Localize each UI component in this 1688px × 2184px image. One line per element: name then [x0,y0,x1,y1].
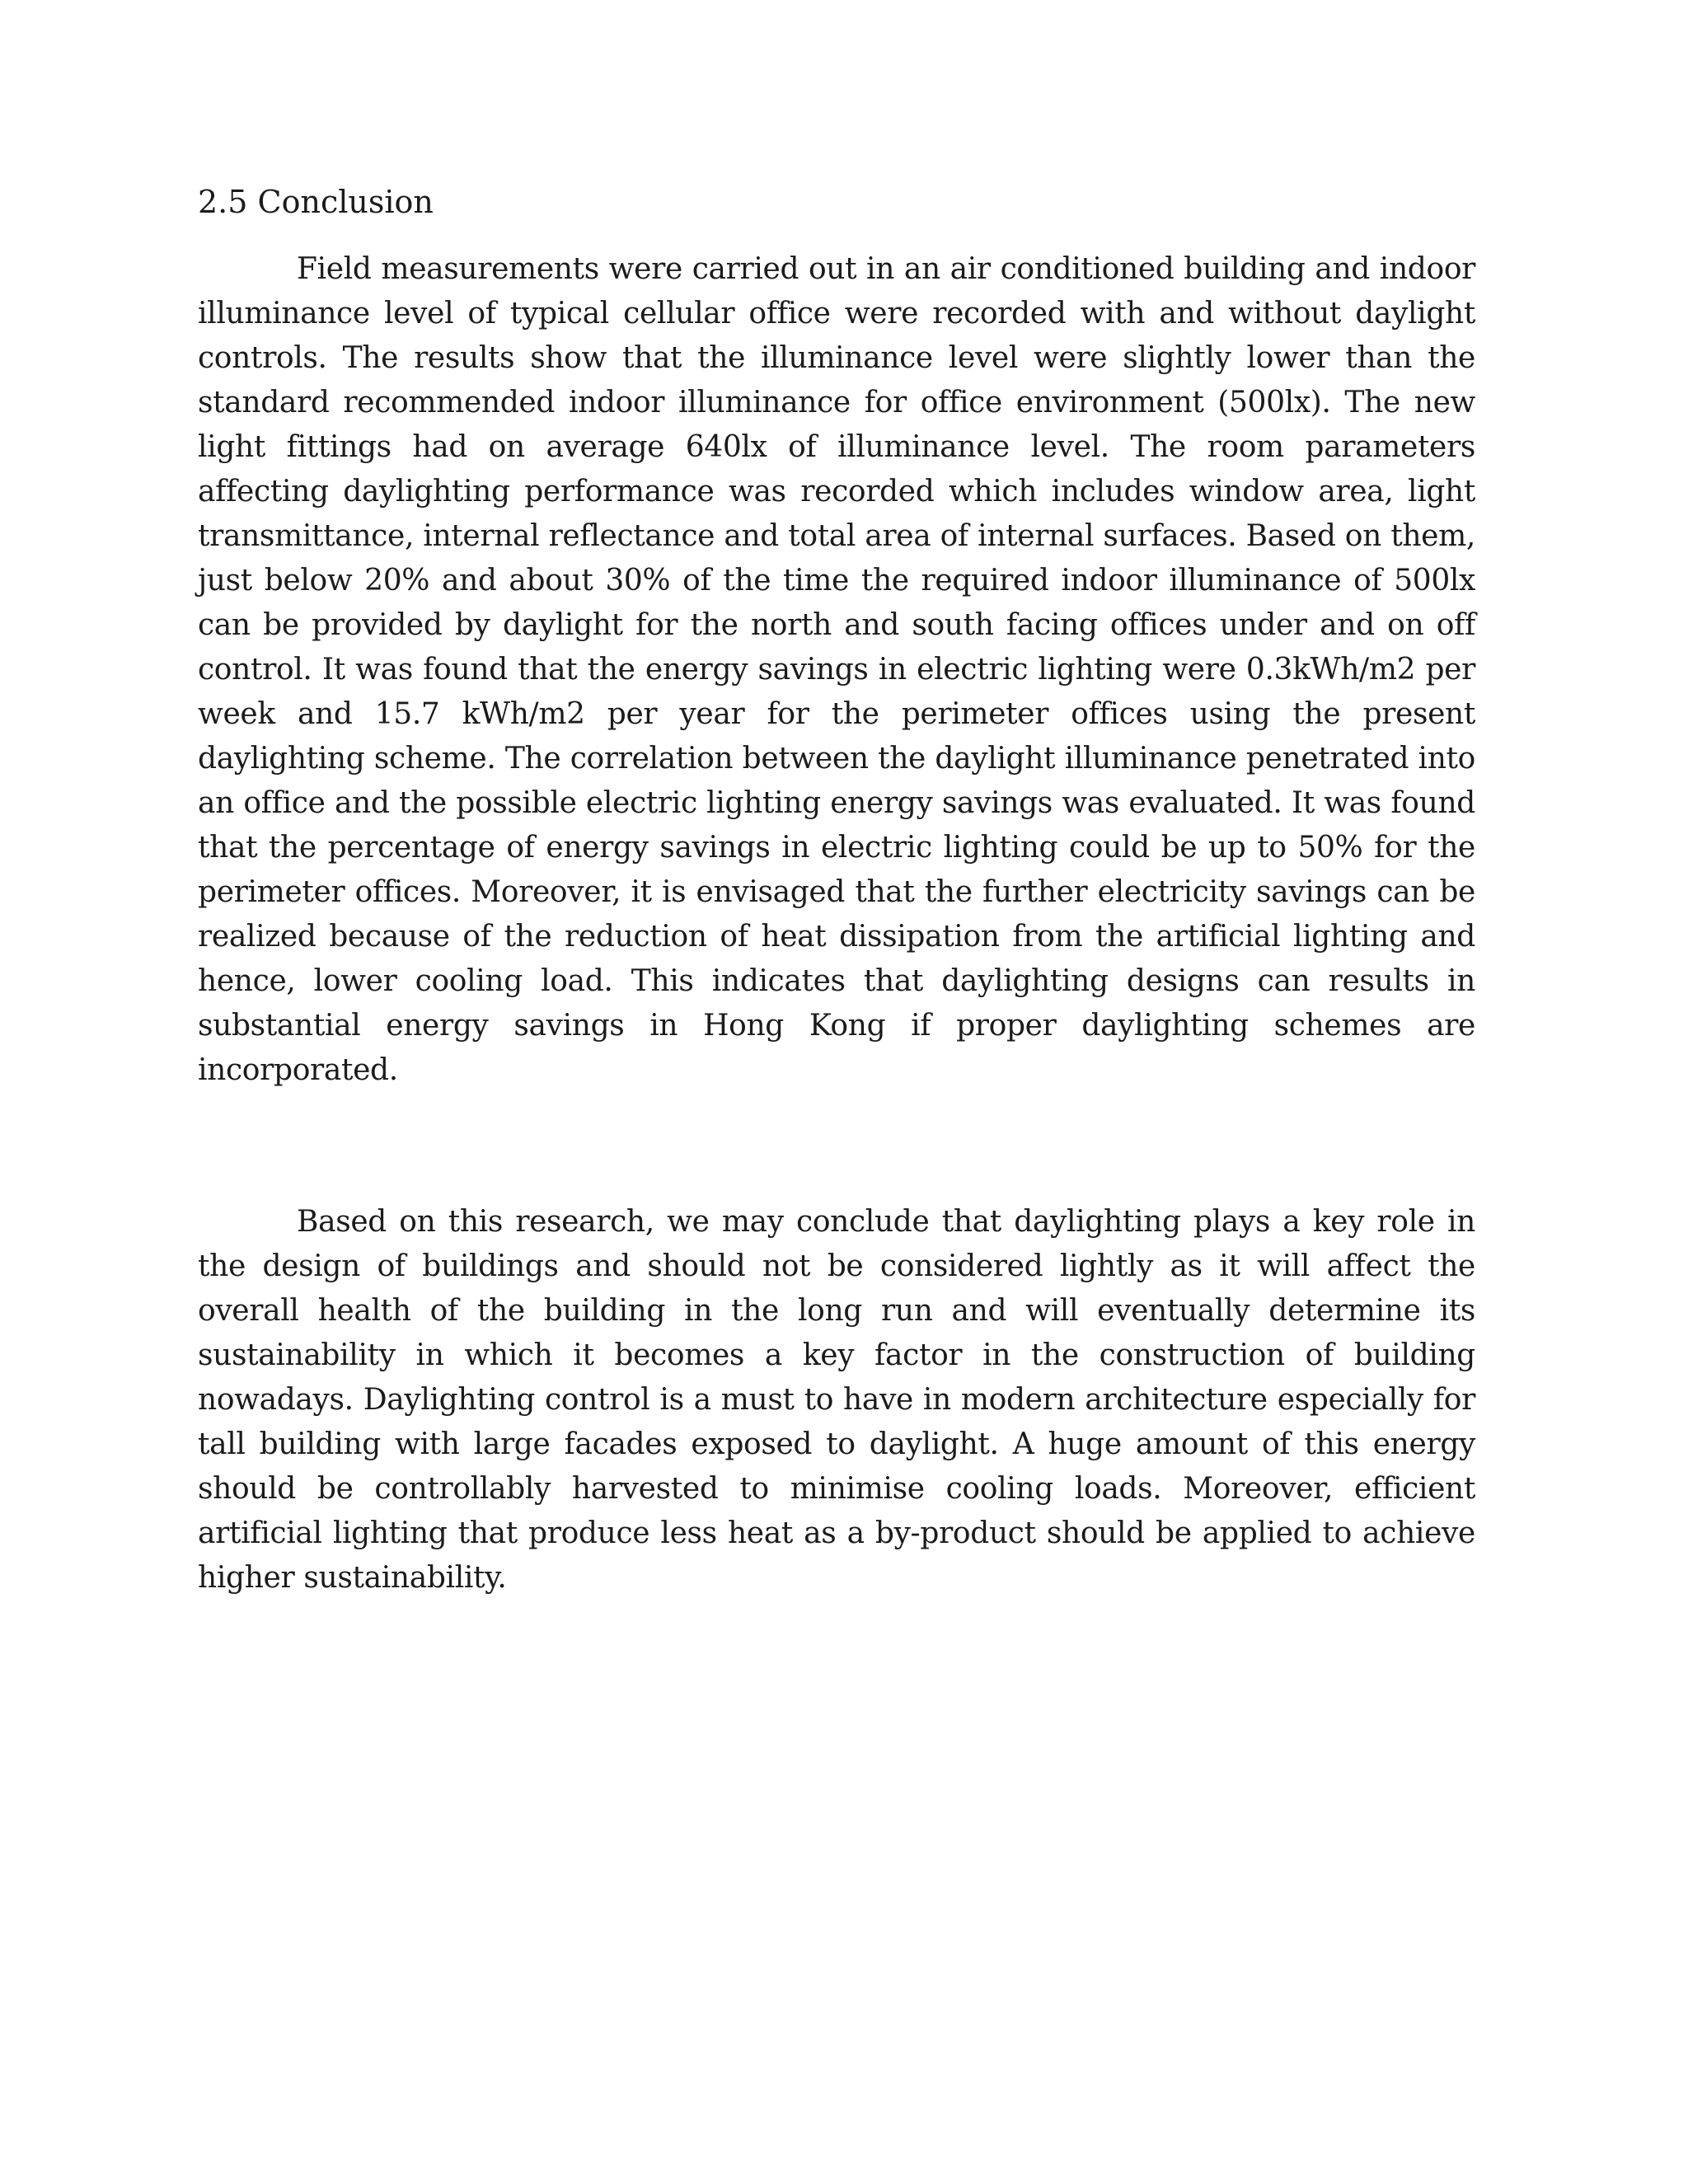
section-heading: 2.5 Conclusion [198,184,434,220]
conclusion-paragraph-2: Based on this research, we may conclude that daylighting plays a key role in the design of buildings and should not be considered lightly as it will affect the overall health of the building in the long run and will eventually determine its sustainability in which it becomes a key factor in the construction of building nowadays. Daylighting control is a must to have in modern architecture especially for tall building with large facades exposed to daylight. A huge amount of this energy should be controllably harvested to minimise cooling loads. Moreover, efficient artificial lighting that produce less heat as a by-product should be applied to achieve higher sustainability. [198,1205,1475,1595]
conclusion-paragraph-1: Field measurements were carried out in an air conditioned building and indoor illuminance level of typical cellular office were recorded with and without daylight controls. The results show that the illuminance level were slightly lower than the standard recommended indoor illuminance for office environment (500lx). The new light fittings had on average 640lx of illuminance level. The room parameters affecting daylighting performance was recorded which includes window area, light transmittance, internal reflectance and total area of internal surfaces. Based on them, just below 20% and about 30% of the time the required indoor illuminance of 500lx can be provided by daylight for the north and south facing offices under and on off control. It was found that the energy savings in electric lighting were 0.3kWh/m2 per week and 15.7 kWh/m2 per year for the perimeter offices using the present daylighting scheme. The correlation between the daylight illuminance penetrated into an office and the possible electric lighting energy savings was evaluated. It was found that the percentage of energy savings in electric lighting could be up to 50% for the perimeter offices. Moreover, it is envisaged that the further electricity savings can be realized because of the reduction of heat dissipation from the artificial lighting and hence, lower cooling load. This indicates that daylighting designs can results in substantial energy savings in Hong Kong if proper daylighting schemes are incorporated. [198,252,1475,1087]
document-body [198,180,1475,1601]
